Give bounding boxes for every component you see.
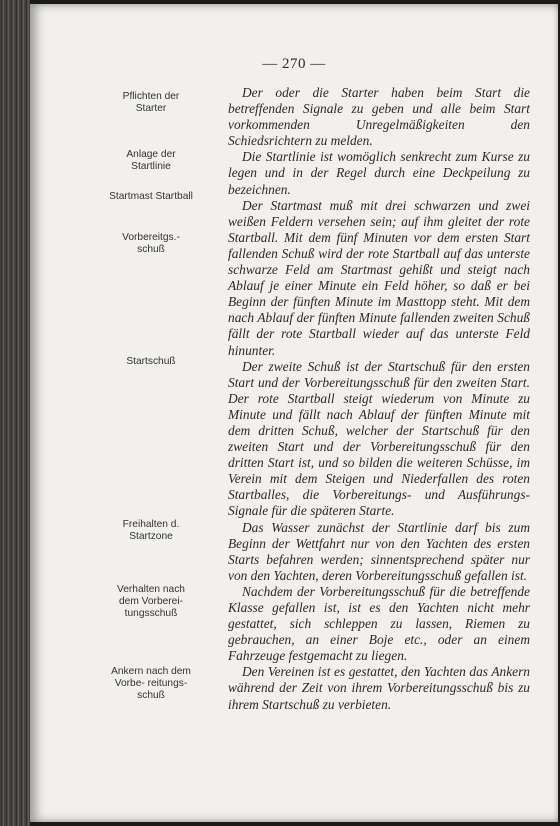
body-text: [228, 85, 530, 713]
book-spine-edge: [0, 0, 30, 826]
paragraph: Das Wasser zunächst der Startlinie darf bis zum Beginn der Wettfahrt nur von den Yachten des ersten Starts befahren werden; sinnentsprechend später nur von den Yachten, deren Vorbereitungsschuß gefallen ist.: [228, 519, 530, 583]
paragraph: Die Startlinie ist womöglich senkrecht zum Kurse zu legen und in der Regel durch eine Deckpeilung zu bezeichnen.: [228, 149, 530, 197]
margin-note-verhalten: Verhalten nach dem Vorberei- tungsschuß: [117, 584, 185, 619]
paragraph: Nachdem der Vorbereitungsschuß für die betreffende Klasse gefallen ist, ist es den Yachten nicht mehr gestattet, sich schleppen zu lassen, Riemen zu gebrauchen, an einer Boje etc., oder an einem Fahrzeuge festgemacht zu liegen.: [228, 583, 530, 664]
margin-note-vorbereitungsschuss: Vorbereitgs.- schuß: [122, 232, 180, 255]
page-number: — 270 —: [262, 56, 326, 72]
margin-note-pflichten: Pflichten der Starter: [122, 91, 180, 114]
paragraph: Den Vereinen ist es gestattet, den Yachten das Ankern während der Zeit von ihrem Vorbereitungsschuß bis zu ihrem Startschuß zu verbieten.: [228, 664, 530, 712]
margin-note-startlinie: Anlage der Startlinie: [126, 149, 176, 172]
margin-note-ankern: Ankern nach dem Vorbe- reitungs- schuß: [111, 666, 191, 701]
paragraph: Der oder die Starter haben beim Start die betreffenden Signale zu geben und alle beim Start vorkommenden Unregelmäßigkeiten den Schiedsrichtern zu melden.: [228, 85, 530, 149]
margin-note-startschuss: Startschuß: [126, 356, 176, 367]
margin-note-freihalten: Freihalten d. Startzone: [122, 519, 180, 542]
book-page: [30, 4, 558, 822]
paragraph: Der Startmast muß mit drei schwarzen und zwei weißen Feldern versehen sein; auf ihm gleitet der rote Startball. Mit dem fünf Minuten vor dem ersten Start fallenden Schuß wird der rote Startball auf das unterste schwarze Feld am Startmast gehißt und steigt nach Ablauf je einer Minute ein Feld höher, so daß er bei Beginn der fünften Minute im Masttopp steht. Mit dem nach Ablauf der fünften Minute fallenden zweiten Schuß fällt der rote Startball wieder auf das unterste Feld hinunter.: [228, 197, 530, 358]
paragraph: Der zweite Schuß ist der Startschuß für den ersten Start und der Vorbereitungsschuß für den zweiten Start. Der rote Startball steigt wiederum von Minute zu Minute und fällt nach Ablauf der fünften Minute mit dem dritten Schuß, welcher der Startschuß für den zweiten Start und der Vorbereitungsschuß für den dritten Start ist, und so bilden die weiteren Schüsse, im Verein mit dem Steigen und Niederfallen des roten Startballes, die Vorbereitungs- und Ausführungs-Signale für die späteren Starte.: [228, 358, 530, 519]
margin-note-startmast: Startmast Startball: [109, 191, 193, 202]
